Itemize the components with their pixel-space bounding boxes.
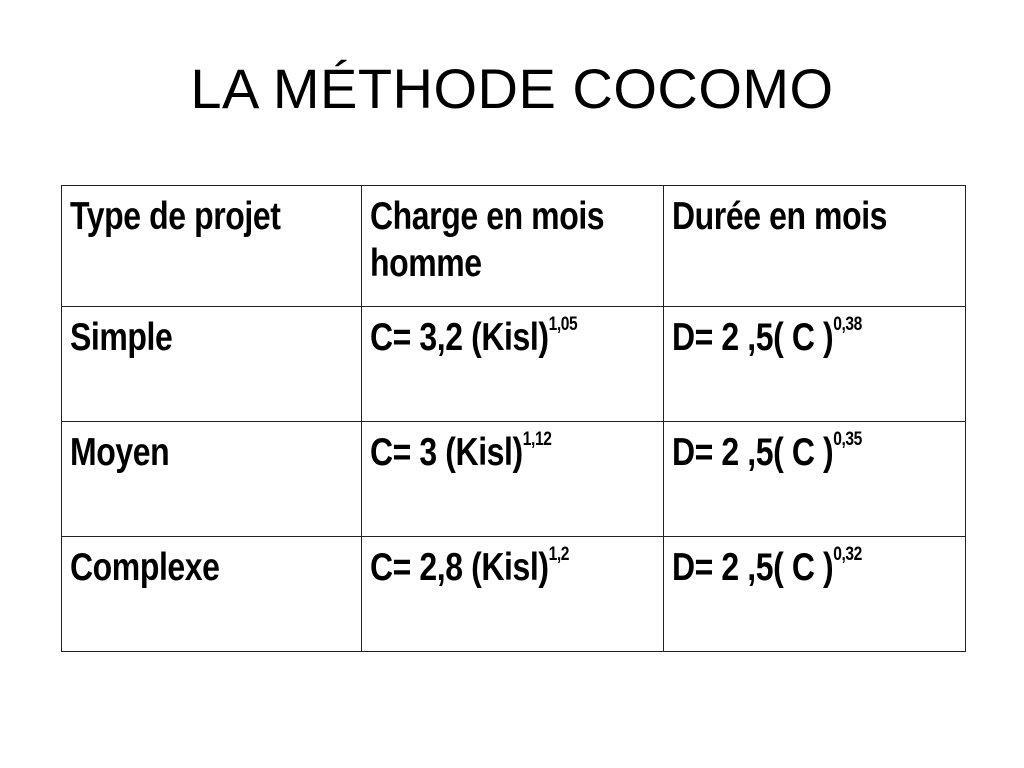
effort-formula (370, 430, 551, 477)
effort-formula-exponent: 1,12 (522, 429, 552, 450)
project-type-cell (62, 422, 362, 537)
duration-formula-cell (664, 422, 966, 537)
effort-formula-cell (362, 307, 664, 422)
effort-formula-base: C= 3 (Kisl) (370, 431, 523, 474)
duration-formula-base: D= 2 ,5( C ) (672, 316, 834, 359)
project-type-label: Simple (70, 316, 173, 359)
project-type-cell (62, 307, 362, 422)
header-label: Type de projet (70, 195, 281, 238)
table-row (62, 422, 966, 537)
header-label: Charge en mois homme (370, 195, 605, 285)
effort-formula-exponent: 1,2 (548, 544, 570, 565)
duration-formula-base: D= 2 ,5( C ) (672, 546, 834, 589)
effort-formula (370, 545, 569, 592)
duration-formula-exponent: 0,32 (833, 544, 862, 565)
duration-formula-exponent: 0,35 (833, 429, 862, 450)
header-cell-duration (664, 186, 966, 307)
effort-formula-exponent: 1,05 (548, 314, 578, 335)
table-row (62, 307, 966, 422)
duration-formula (672, 430, 862, 477)
duration-formula-base: D= 2 ,5( C ) (672, 431, 834, 474)
effort-formula-cell (362, 422, 664, 537)
effort-formula-base: C= 3,2 (Kisl) (370, 316, 549, 359)
effort-formula (370, 315, 577, 362)
effort-formula-base: C= 2,8 (Kisl) (370, 546, 549, 589)
duration-formula-cell (664, 537, 966, 652)
duration-formula-cell (664, 307, 966, 422)
effort-formula-cell (362, 537, 664, 652)
table-header-row (62, 186, 966, 307)
duration-formula (672, 315, 862, 362)
project-type-cell (62, 537, 362, 652)
slide-title: LA MÉTHODE COCOMO (190, 57, 834, 120)
header-cell-effort (362, 186, 664, 307)
header-cell-project-type (62, 186, 362, 307)
table-row (62, 537, 966, 652)
project-type-label: Moyen (70, 431, 170, 474)
project-type-label: Complexe (70, 546, 220, 589)
duration-formula (672, 545, 862, 592)
header-label: Durée en mois (672, 195, 888, 238)
cocomo-table (61, 185, 966, 652)
duration-formula-exponent: 0,38 (833, 314, 862, 335)
